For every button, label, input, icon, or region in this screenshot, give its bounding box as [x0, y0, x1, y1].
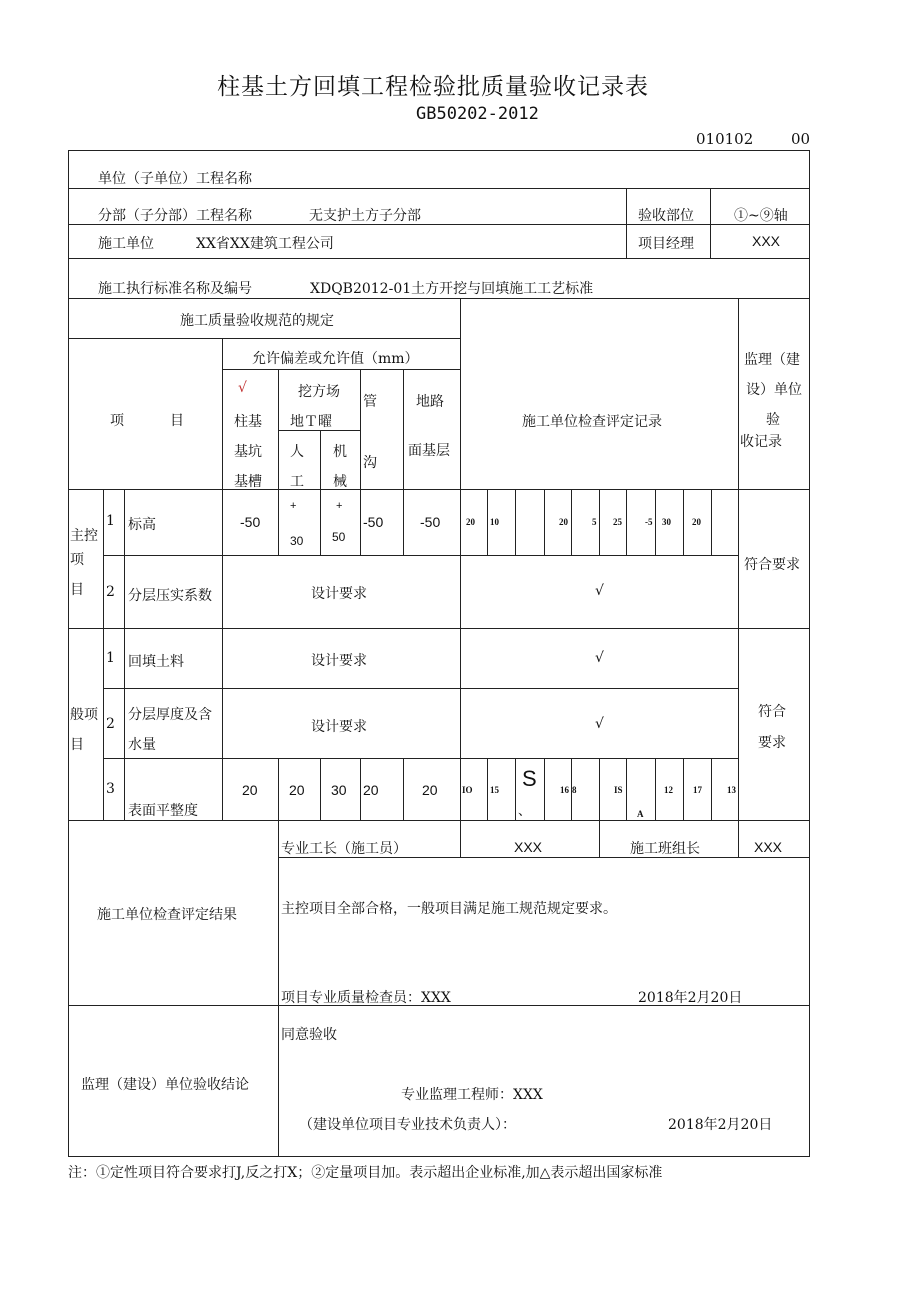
main-group-label-3: 目 [70, 582, 84, 598]
item-label-1: 项 [110, 413, 124, 429]
main-row1-v5: -50 [420, 514, 441, 530]
unit-project-label: 单位（子单位）工程名称 [98, 171, 252, 187]
general-row3-rec-8: 12 [664, 785, 673, 795]
col-pillar-3: 基槽 [234, 474, 262, 490]
col-manual-1: 人 [290, 444, 304, 460]
footnote: 注：①定性项目符合要求打J,反之打X；②定量项目加。表示超出企业标准,加△表示超出国家标准 [68, 1165, 663, 1181]
general-row2-mark: √ [595, 716, 604, 732]
main-row1-v2b: 30 [290, 534, 304, 548]
col-pillar-1: 柱基 [234, 414, 262, 430]
general-row2-name-1: 分层厚度及含 [128, 707, 212, 723]
main-row2-no: 2 [106, 584, 115, 600]
col-pillar-2: 基坑 [234, 444, 262, 460]
general-row3-no: 3 [106, 781, 115, 797]
main-row1-name: 标高 [128, 517, 156, 533]
construct-unit-label: 施工单位 [98, 236, 154, 252]
main-result: 符合要求 [744, 557, 800, 573]
general-row3-v1: 20 [242, 782, 258, 798]
supervise-label-1: 监理（建 [744, 352, 800, 368]
supervision-conclusion-text: 同意验收 [281, 1027, 337, 1043]
standard-code: GB50202-2012 [416, 104, 539, 124]
general-row1-no: 1 [106, 650, 115, 666]
exec-standard-label: 施工执行标准名称及编号 [98, 281, 252, 297]
main-row1-v3b: 50 [332, 530, 346, 544]
owner-tech-lead: （建设单位项目专业技术负责人）： [299, 1117, 516, 1133]
main-row2-name: 分层压实系数 [128, 588, 212, 604]
general-row2-no: 2 [106, 716, 115, 732]
quality-inspector: 项目专业质量检查员：XXX [281, 990, 451, 1006]
main-row1-v4: -50 [363, 514, 384, 530]
general-result-1: 符合 [758, 704, 786, 720]
document-title: 柱基土方回填工程检验批质量验收记录表 [217, 74, 649, 100]
general-row3-rec-3: S [522, 766, 537, 791]
main-row1-v2a: + [290, 500, 297, 512]
general-result-2: 要求 [758, 735, 786, 751]
general-row3-rec-6: IS [614, 785, 623, 795]
general-group-label-2: 目 [70, 737, 84, 753]
exec-standard-value: XDQB2012-01土方开挖与回填施工工艺标准 [310, 281, 594, 297]
main-group-label-1: 主控 [70, 528, 98, 544]
col-dig-2: 地Ｔ曜 [290, 414, 332, 430]
col-dig-1: 挖方场 [298, 384, 340, 400]
general-row3-v5: 20 [422, 782, 438, 798]
col-machine-2: 械 [333, 474, 347, 490]
general-row3-rec-4: 16 [560, 785, 569, 795]
team-leader-value: XXX [754, 839, 783, 855]
general-row1-req: 设计要求 [311, 653, 367, 669]
main-row2-req: 设计要求 [311, 586, 367, 602]
accept-part-label: 验收部位 [638, 208, 694, 224]
col-pipe-2: 沟 [363, 455, 377, 471]
supervise-label-4: 收记录 [740, 434, 782, 450]
accept-part-value: ①~⑨轴 [734, 208, 788, 224]
main-row1-rec-2: 10 [490, 517, 499, 527]
general-row3-v2: 20 [289, 782, 305, 798]
team-leader-label: 施工班组长 [630, 841, 700, 857]
project-manager-value: XXX [752, 233, 781, 249]
general-row3-name: 表面平整度 [128, 803, 198, 819]
general-row3-rec-7: A [637, 809, 644, 819]
construct-unit-value: XX省XX建筑工程公司 [196, 236, 334, 252]
main-row2-mark: √ [595, 583, 604, 599]
main-row1-v1: -50 [240, 514, 261, 530]
foreman-label: 专业工长（施工员） [281, 841, 407, 857]
main-row1-rec-1: 20 [466, 517, 475, 527]
general-row3-v4: 20 [363, 782, 379, 798]
general-row2-name-2: 水量 [128, 737, 156, 753]
main-row1-no: 1 [106, 513, 115, 529]
pillar-check-mark: √ [238, 380, 247, 396]
construct-eval-date: 2018年2月20日 [638, 990, 743, 1006]
form-sequence: 00 [791, 130, 811, 148]
col-manual-2: 工 [290, 474, 304, 490]
check-record-label: 施工单位检查评定记录 [522, 414, 662, 430]
main-row1-rec-4: 20 [559, 517, 568, 527]
item-label-2: 目 [170, 413, 184, 429]
main-group-label-2: 项 [70, 552, 84, 568]
sub-project-label: 分部（子分部）工程名称 [98, 208, 252, 224]
rules-label: 施工质量验收规范的规定 [180, 313, 334, 329]
general-row3-rec-extra: 、 [518, 804, 532, 819]
main-row1-rec-9: 20 [692, 517, 701, 527]
general-row1-name: 回填土料 [128, 654, 184, 670]
general-row3-rec-5: 8 [572, 785, 577, 795]
general-row3-rec-9: 17 [693, 785, 702, 795]
project-manager-label: 项目经理 [638, 236, 694, 252]
main-row1-v3a: + [336, 500, 343, 512]
col-road-1: 地路 [416, 394, 444, 410]
general-row3-rec-10: 13 [727, 785, 736, 795]
construct-eval-label: 施工单位检查评定结果 [97, 907, 237, 923]
main-row1-rec-6: 25 [613, 517, 622, 527]
col-road-2: 面基层 [408, 443, 450, 459]
general-row2-req: 设计要求 [311, 719, 367, 735]
col-machine-1: 机 [333, 444, 347, 460]
main-row1-rec-8: 30 [662, 517, 671, 527]
sub-project-value: 无支护土方子分部 [309, 208, 421, 224]
general-row1-mark: √ [595, 650, 604, 666]
general-row3-rec-2: 15 [490, 785, 499, 795]
general-row3-v3: 30 [331, 782, 347, 798]
supervision-date: 2018年2月20日 [668, 1117, 773, 1133]
supervise-label-2: 设）单位 [746, 382, 802, 398]
foreman-value: XXX [514, 839, 543, 855]
general-group-label-1: 般项 [70, 707, 98, 723]
main-row1-rec-5: 5 [592, 517, 597, 527]
allowance-label: 允许偏差或允许值（mm） [252, 351, 419, 367]
supervision-conclusion-label: 监理（建设）单位验收结论 [81, 1077, 249, 1093]
form-code: 010102 [696, 130, 754, 148]
col-pipe-1: 管 [363, 394, 377, 410]
supervision-engineer: 专业监理工程师：XXX [401, 1087, 543, 1103]
supervise-label-3: 验 [766, 412, 780, 428]
general-row3-rec-1: IO [462, 785, 473, 795]
main-row1-rec-7: -5 [645, 517, 653, 527]
construct-eval-text: 主控项目全部合格，一般项目满足施工规范规定要求。 [281, 901, 617, 917]
